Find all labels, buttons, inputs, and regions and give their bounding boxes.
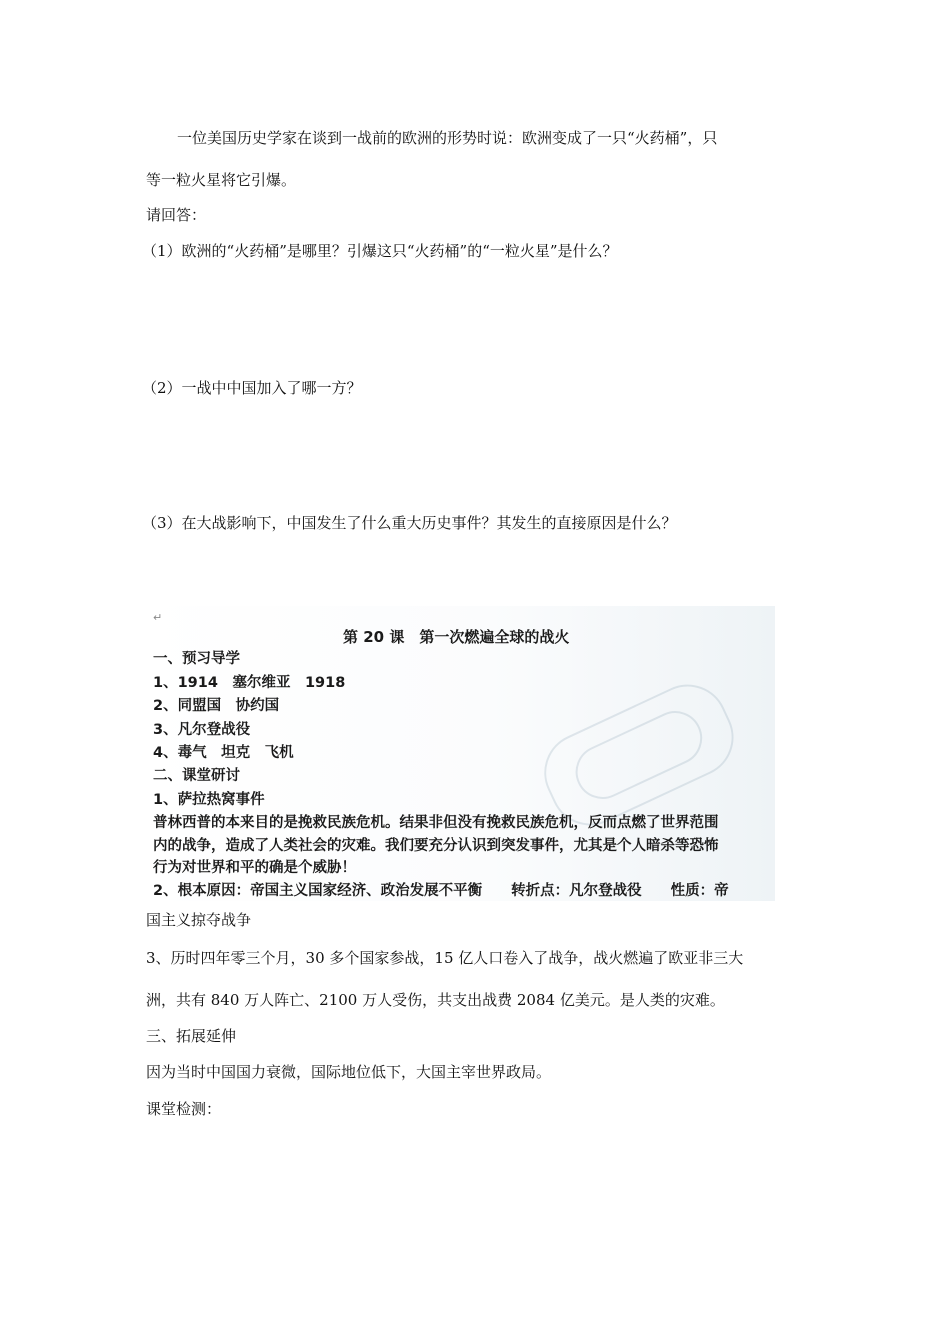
scanned-answer-image xyxy=(143,606,775,901)
question-3: （3）在大战影响下，中国发生了什么重大历史事件？其发生的直接原因是什么？ xyxy=(142,514,677,532)
section-heading-extension: 三、拓展延伸 xyxy=(146,1027,237,1045)
scan-line: 1、萨拉热窝事件 xyxy=(153,792,265,808)
after-line-2: 3、历时四年零三个月，30 多个国家参战，15 亿人口卷入了战争，战火燃遍了欧亚非三大 xyxy=(146,949,744,967)
intro-line-2: 等一粒火星将它引爆。 xyxy=(146,171,297,189)
scan-line: 一、预习导学 xyxy=(153,651,240,667)
after-line-3: 洲，共有 840 万人阵亡、2100 万人受伤，共支出战费 2084 亿美元。是人类的灾难。 xyxy=(146,991,725,1009)
intro-line-1: 一位美国历史学家在谈到一战前的欧洲的形势时说：欧洲变成了一只“火药桶”，只 xyxy=(177,129,718,147)
scan-line: 普林西普的本来目的是挽救民族危机。结果非但没有挽救民族危机，反而点燃了世界范围 xyxy=(153,815,719,831)
answer-prompt: 请回答： xyxy=(146,206,207,224)
scan-line: 2、根本原因：帝国主义国家经济、政治发展不平衡 转折点：凡尔登战役 性质：帝 xyxy=(153,883,729,899)
scan-line: 3、凡尔登战役 xyxy=(153,722,251,738)
after-line-1: 国主义掠夺战争 xyxy=(146,911,252,929)
after-line-5: 因为当时中国国力衰微，国际地位低下，大国主宰世界政局。 xyxy=(146,1063,552,1081)
return-mark: ↵ xyxy=(153,611,163,624)
scan-line: 内的战争，造成了人类社会的灾难。我们要充分认识到突发事件，尤其是个人暗杀等恐怖 xyxy=(153,838,719,854)
lesson-title: 第 20 课 第一次燃遍全球的战火 xyxy=(343,628,570,646)
scan-line: 4、毒气 坦克 飞机 xyxy=(153,745,294,761)
scan-line: 1、1914 塞尔维亚 1918 xyxy=(153,675,346,691)
section-heading-class-test: 课堂检测： xyxy=(146,1100,222,1118)
question-1: （1）欧洲的“火药桶”是哪里？引爆这只“火药桶”的“一粒火星”是什么？ xyxy=(142,242,618,260)
scan-line: 二、课堂研讨 xyxy=(153,768,240,784)
question-2: （2）一战中中国加入了哪一方？ xyxy=(142,379,362,397)
scan-line: 行为对世界和平的确是个威胁！ xyxy=(153,860,356,876)
scan-line: 2、同盟国 协约国 xyxy=(153,698,280,714)
